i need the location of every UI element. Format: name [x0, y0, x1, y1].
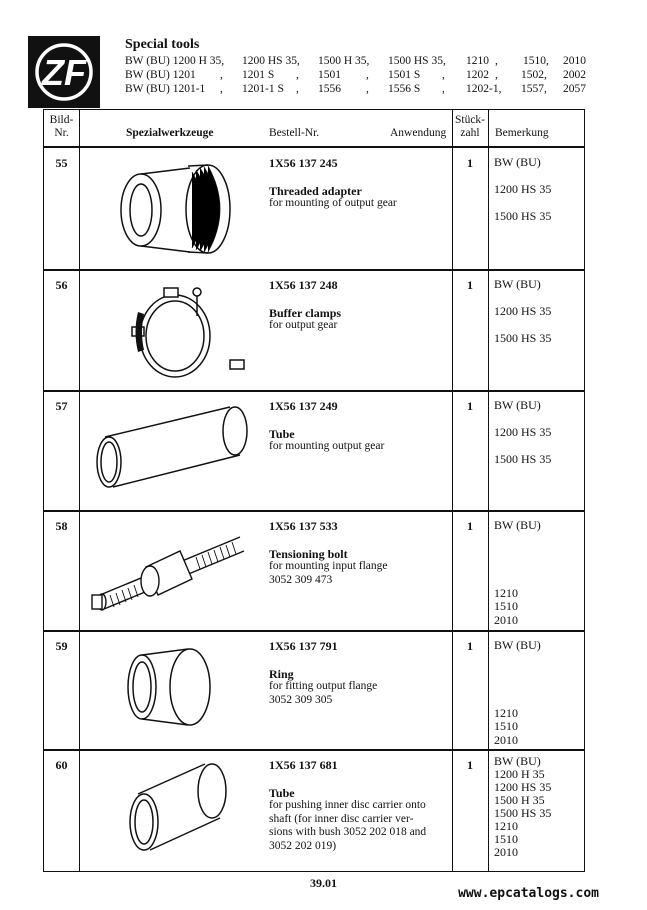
header-cell: 1502, [521, 69, 547, 81]
remark-line: 1500 HS 35 [494, 452, 552, 466]
part-number: 1X56 137 245 [269, 156, 338, 170]
header-cell: 2010 [563, 55, 586, 67]
remark-line: BW (BU) [494, 638, 541, 652]
row-number: 59 [55, 639, 68, 653]
remark-line: BW (BU) [494, 398, 541, 412]
header-cell: BW (BU) 1201-1 [125, 83, 206, 95]
header-row-1 [125, 55, 595, 69]
zf-logo-icon [28, 36, 100, 108]
tool-name: Buffer clamps [269, 306, 342, 320]
threaded-adapter-icon [80, 152, 265, 264]
table-row [44, 511, 584, 630]
tool-name: Tube [269, 427, 295, 441]
tools-table [43, 109, 585, 872]
remark-line [494, 546, 541, 560]
row-number: 57 [55, 399, 68, 413]
table-row [44, 631, 584, 749]
header-cell: 1501 S [388, 69, 421, 81]
desc-line: for fitting output flange [269, 680, 378, 692]
row-number: 58 [55, 519, 68, 533]
header-cell: , [442, 83, 445, 95]
header-cell: 1510, [523, 55, 549, 67]
table-row [44, 148, 584, 269]
col-order-label: Bestell-Nr. [269, 127, 320, 139]
remark-line: 1200 HS 35 [494, 182, 552, 196]
remark-line: 1200 HS 35 [494, 425, 552, 439]
header-cell: , [296, 69, 299, 81]
header-cell: 2057 [563, 83, 586, 95]
remark-line: 2010 [494, 732, 518, 747]
ring-icon [80, 635, 265, 747]
tool-description [269, 680, 449, 707]
header-cell: , [220, 69, 223, 81]
remark-line [494, 560, 541, 574]
desc-line: shaft (for inner disc carrier ver- [269, 812, 414, 825]
tool-description [269, 440, 449, 454]
col-remark-label: Bemerkung [495, 127, 549, 139]
desc-line: 3052 309 305 [269, 693, 333, 706]
desc-line: for mounting output gear [269, 440, 385, 452]
quantity: 1 [467, 758, 473, 772]
table-row [44, 750, 584, 870]
remark-line [494, 666, 541, 680]
tool-description [269, 799, 449, 853]
header-row-2 [125, 69, 595, 83]
quantity: 1 [467, 399, 473, 413]
remarks [494, 156, 551, 224]
remark-line: 1210 [494, 819, 518, 833]
tube-icon [80, 395, 265, 507]
header-cell: 1501 [318, 69, 341, 81]
remark-line [494, 319, 551, 333]
logo-text: ZF [42, 52, 86, 93]
remark-line: 1200 HS 35 [494, 304, 552, 318]
tool-name: Tube [269, 786, 295, 800]
remark-line: 1500 H 35 [494, 793, 545, 807]
remark-line [494, 413, 551, 427]
remark-line: BW (BU) [494, 518, 541, 532]
table-row [44, 391, 584, 510]
row-number: 55 [55, 156, 68, 170]
remark-line [494, 573, 541, 587]
remark-line: 1210 [494, 705, 518, 720]
remarks [494, 755, 551, 859]
buffer-clamp-icon [80, 274, 265, 386]
remark-line: BW (BU) [494, 277, 541, 291]
remark-line [494, 693, 541, 707]
desc-line: for pushing inner disc carrier onto [269, 799, 426, 811]
watermark: www.epcatalogs.com [458, 886, 599, 901]
remark-line [494, 440, 551, 454]
header-cell: , [442, 69, 445, 81]
header-cell: BW (BU) 1201 [125, 69, 196, 81]
header-cell: 1500 HS 35, [388, 55, 446, 67]
desc-line: 3052 202 019) [269, 839, 337, 852]
remark-line: 1500 HS 35 [494, 209, 552, 223]
part-number: 1X56 137 249 [269, 399, 338, 413]
header-cell: , [296, 83, 299, 95]
header-cell: 1201 S [242, 69, 275, 81]
quantity: 1 [467, 639, 473, 653]
col-bild [44, 114, 79, 140]
remarks [494, 639, 541, 747]
zf-logo [28, 36, 100, 108]
remarks [494, 519, 541, 627]
col-bild-label: Bild- [49, 114, 74, 126]
header-cell: 1202-1, [466, 83, 502, 95]
remark-line: 1210 [494, 585, 518, 600]
row-number: 60 [55, 758, 68, 772]
remark-line: 1510 [494, 832, 518, 846]
header-cell: 1202 [466, 69, 489, 81]
table-row [44, 270, 584, 390]
remark-line [494, 653, 541, 667]
remark-line: 1200 H 35 [494, 767, 545, 781]
tool-name: Ring [269, 667, 294, 681]
header-cell: 1556 S [388, 83, 421, 95]
col-qty [452, 114, 488, 140]
quantity: 1 [467, 278, 473, 292]
desc-line: sions with bush 3052 202 018 and [269, 826, 427, 838]
tool-description [269, 319, 449, 333]
table-header [44, 114, 584, 146]
tool-description [269, 560, 449, 587]
remarks [494, 278, 551, 346]
tool-name: Threaded adapter [269, 184, 362, 198]
row-number: 56 [55, 278, 68, 292]
header-cell: , [495, 55, 498, 67]
header-cell: , [220, 83, 223, 95]
remark-line: 1500 HS 35 [494, 806, 552, 820]
remark-line [494, 197, 551, 211]
header-cell: 2002 [563, 69, 586, 81]
tool-description [269, 197, 449, 211]
col-qty-label-2: zahl [460, 127, 480, 139]
header-cell: , [366, 69, 369, 81]
header-cell: 1210 [466, 55, 489, 67]
quantity: 1 [467, 156, 473, 170]
page-number: 39.01 [310, 876, 337, 890]
remark-line: 2010 [494, 845, 518, 859]
remark-line [494, 170, 551, 184]
quantity: 1 [467, 519, 473, 533]
header-cell: , [366, 83, 369, 95]
remark-line: 1510 [494, 719, 518, 733]
remark-line: BW (BU) [494, 754, 541, 768]
header-cell: , [495, 69, 498, 81]
remark-line: 1200 HS 35 [494, 780, 552, 794]
col-use-label: Anwendung [390, 127, 447, 139]
remark-line: BW (BU) [494, 155, 541, 169]
part-number: 1X56 137 248 [269, 278, 338, 292]
header-row-3 [125, 83, 595, 97]
page-title: Special tools [125, 37, 200, 52]
desc-line: for mounting input flange [269, 560, 388, 572]
header-cell: 1200 HS 35, [242, 55, 300, 67]
tensioning-bolt-icon [80, 515, 265, 627]
col-qty-label-1: Stück- [454, 114, 486, 126]
part-number: 1X56 137 791 [269, 639, 338, 653]
header-cell: 1556 [318, 83, 341, 95]
part-number: 1X56 137 681 [269, 758, 338, 772]
remark-line: 1500 HS 35 [494, 331, 552, 345]
remark-line [494, 533, 541, 547]
remark-line [494, 292, 551, 306]
remark-line [494, 680, 541, 694]
remark-line: 1510 [494, 599, 518, 613]
header-cell: 1201-1 S [242, 83, 284, 95]
part-number: 1X56 137 533 [269, 519, 338, 533]
col-nr-label: Nr. [54, 127, 69, 139]
col-tools-label: Spezialwerkzeuge [126, 127, 214, 139]
header-cell: 1500 H 35, [318, 55, 370, 67]
remarks [494, 399, 551, 467]
desc-line: for output gear [269, 319, 338, 331]
tube-icon [80, 754, 265, 866]
tool-name: Tensioning bolt [269, 547, 348, 561]
header-cell: 1557, [521, 83, 547, 95]
desc-line: for mounting of output gear [269, 197, 397, 209]
desc-line: 3052 309 473 [269, 573, 333, 586]
remark-line: 2010 [494, 612, 518, 627]
header-cell: BW (BU) 1200 H 35, [125, 55, 225, 67]
